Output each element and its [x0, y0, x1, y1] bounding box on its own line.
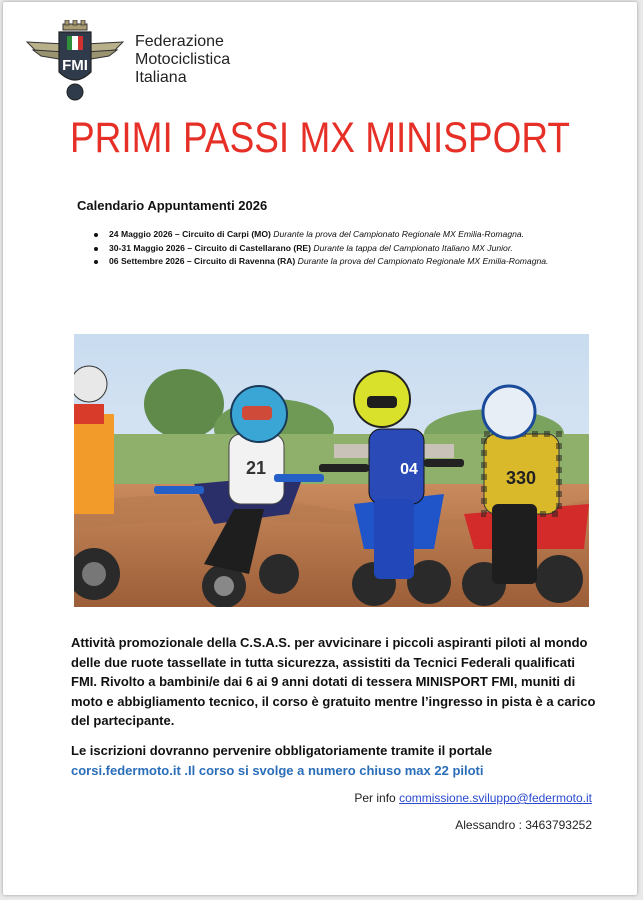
- info-label: Per info: [354, 791, 400, 805]
- org-name-line-3: Italiana: [135, 69, 187, 86]
- calendar-heading: Calendario Appuntamenti 2026: [77, 198, 268, 213]
- event-description: Durante la prova del Campionato Regionale MX Emilia-Romagna.: [297, 256, 549, 266]
- rider-number: 21: [245, 458, 267, 478]
- rider-number: 330: [505, 468, 537, 488]
- event-item: [91, 228, 548, 242]
- organization-name: [135, 33, 230, 87]
- motocross-kids-photo: [74, 334, 589, 607]
- org-name-line-2: Motociclistica: [135, 51, 231, 68]
- event-item: [91, 255, 548, 269]
- org-name-line-1: Federazione: [135, 33, 224, 50]
- enrollment-text: Le iscrizioni dovranno pervenire obbligatoriamente tramite il portale: [71, 743, 493, 758]
- flyer-page: [3, 2, 637, 895]
- fmi-logo: [25, 20, 125, 102]
- rider-number: 04: [400, 461, 418, 478]
- email-link[interactable]: commissione.sviluppo@federmoto.it: [399, 791, 592, 805]
- portal-link[interactable]: corsi.federmoto.it: [71, 762, 181, 778]
- logo-letters: FMI: [62, 57, 88, 74]
- event-list: [91, 228, 548, 269]
- contact-phone: Alessandro : 3463793252: [455, 818, 592, 832]
- event-description: Durante la tappa del Campionato Italiano MX Junior.: [313, 242, 513, 253]
- closed-number-note: .Il corso si svolge a numero chiuso max 22 piloti: [180, 762, 484, 778]
- course-description: Attività promozionale della C.S.A.S. per avvicinare i piccoli aspiranti piloti al mondo delle due ruote tassellate in tutta sicurezza, assistiti da Tecnici Federali qualificati FMI. Rivolto a bambini/e dai 6 ai 9 anni dotati di tessera MINISPORT FMI, muniti di moto e abbigliamento tecnico, il corso è gratuito mentre l’ingresso in pista è a carico del partecipante.: [71, 635, 596, 728]
- event-date: 30-31 Maggio 2026 – Circuito di Castellarano (RE): [109, 242, 312, 253]
- enrollment-info: [71, 741, 596, 780]
- event-item: [91, 242, 548, 256]
- flyer-title: PRIMI PASSI MX MINISPORT: [69, 114, 570, 162]
- event-date: 24 Maggio 2026 – Circuito di Carpi (MO): [109, 229, 271, 239]
- event-date: 06 Settembre 2026 – Circuito di Ravenna (RA): [109, 256, 296, 266]
- event-description: Durante la prova del Campionato Regionale MX Emilia-Romagna.: [273, 229, 525, 239]
- info-line: [354, 791, 592, 805]
